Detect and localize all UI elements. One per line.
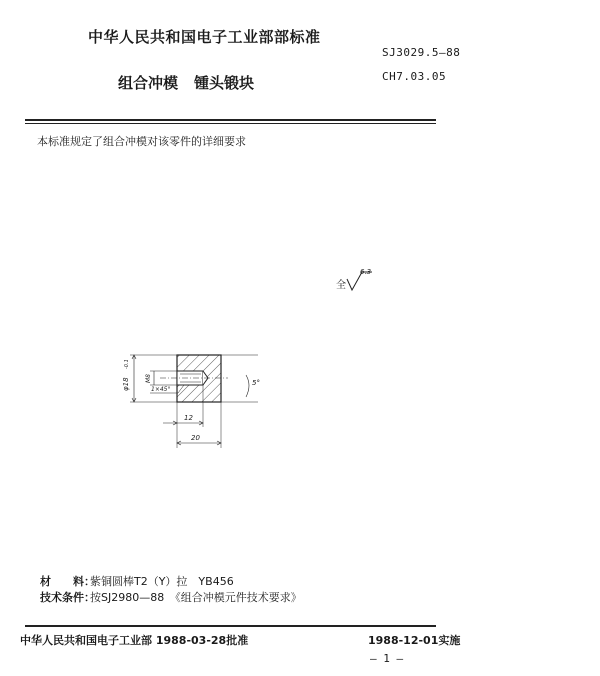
standard-number: SJ3029.5—88: [382, 46, 461, 59]
implementation-date: 1988-12-01实施: [368, 634, 461, 647]
dim-thread: M8: [145, 374, 152, 383]
header-rule-thin: [25, 123, 436, 124]
technical-conditions-spec: [40, 589, 302, 605]
page-number: — 1 —: [370, 652, 404, 665]
scope-statement: 本标准规定了组合冲模对该零件的详细要求: [37, 135, 246, 148]
material-value: 紫铜圆棒T2（Y）拉 YB456: [90, 575, 234, 588]
technical-conditions-value: 按SJ2980—88 《组合冲模元件技术要求》: [90, 591, 302, 604]
part-drawing: [100, 345, 280, 455]
technical-conditions-label: 技术条件：: [40, 591, 95, 604]
document-title: [118, 72, 254, 93]
header-rule-thick: [25, 119, 436, 121]
ministry-standard-heading: 中华人民共和国电子工业部部标准: [88, 28, 321, 46]
footer-rule: [25, 625, 436, 627]
dim-angle: 5°: [252, 379, 260, 387]
roughness-symbol: [336, 266, 378, 292]
title-part-1: 组合冲模: [118, 74, 179, 92]
title-part-2: 锺头锻块: [194, 74, 255, 92]
material-spec: [40, 573, 234, 589]
dim-outer-diameter: φ18: [122, 377, 130, 391]
roughness-all-label: 全: [336, 280, 346, 291]
dim-20: 20: [191, 434, 200, 442]
approval-line: 中华人民共和国电子工业部 1988-03-28批准: [20, 634, 249, 647]
material-label: 材 料：: [40, 575, 95, 588]
roughness-value: 6.3: [360, 268, 372, 276]
classification-code: CH7.03.05: [382, 70, 447, 83]
dim-12: 12: [184, 414, 193, 422]
dim-tolerance: -0.1: [124, 359, 130, 369]
dim-chamfer: 1×45°: [151, 386, 171, 393]
